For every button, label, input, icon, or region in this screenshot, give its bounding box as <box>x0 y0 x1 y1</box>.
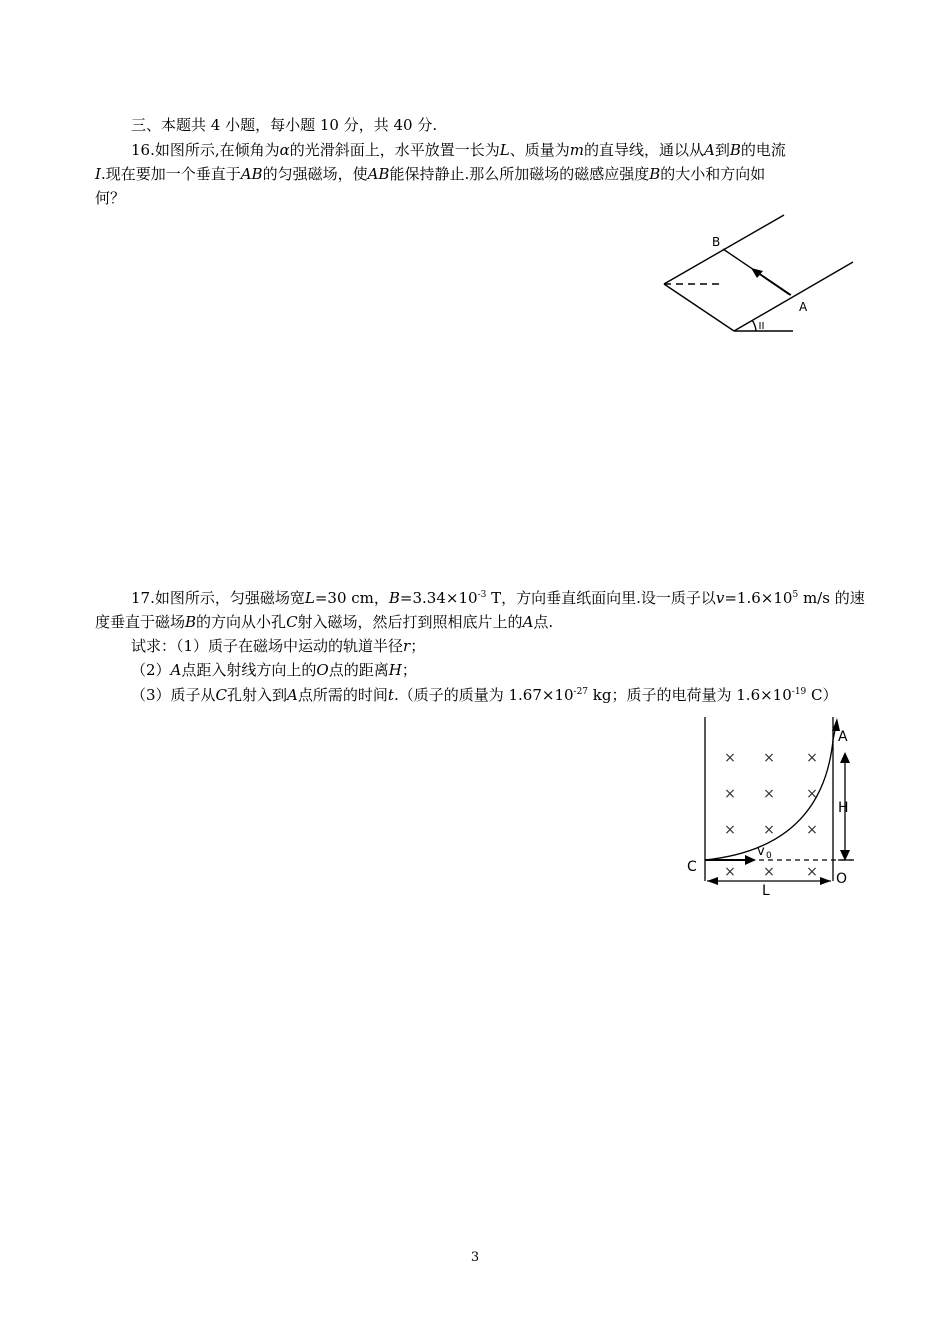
label-v-subscript: 0 <box>766 851 772 861</box>
label-B: B <box>712 235 721 249</box>
exponent: -19 <box>791 687 807 697</box>
section-heading: 三、本题共 4 小题，每小题 10 分，共 40 分. <box>131 116 438 134</box>
text: 点所需的时间 <box>297 686 388 704</box>
text: 的大小和方向如 <box>660 165 766 183</box>
field-cross-icon: × <box>763 864 775 880</box>
text: 的电流 <box>740 141 786 159</box>
symbol-m: m <box>569 141 584 159</box>
label-O: O <box>836 871 848 887</box>
symbol-L: L <box>499 141 510 159</box>
text: 点. <box>533 613 554 631</box>
text: 16.如图所示,在倾角为 <box>131 141 280 159</box>
text: ； <box>410 637 426 655</box>
field-cross-icon: × <box>806 822 818 838</box>
field-cross-icon: × <box>763 822 775 838</box>
field-cross-icon: × <box>806 750 818 766</box>
label-C: C <box>687 859 697 875</box>
exponent: 5 <box>792 590 799 600</box>
symbol-A: A <box>287 686 298 704</box>
symbol-AB: AB <box>367 165 390 183</box>
label-v: v <box>757 844 765 859</box>
text: C） <box>806 686 838 704</box>
text: =3.34×10 <box>399 589 478 607</box>
symbol-B: B <box>729 141 741 159</box>
L-arrow-left-icon <box>707 877 718 885</box>
symbol-I: I <box>95 165 101 183</box>
label-H: H <box>838 800 849 816</box>
symbol-A: A <box>522 613 534 631</box>
field-cross-icon: × <box>806 864 818 880</box>
L-arrow-right-icon <box>820 877 831 885</box>
q16-line-3: 何？ <box>95 189 126 207</box>
field-cross-icon: × <box>724 786 736 802</box>
text: .（质子的质量为 1.67×10 <box>393 686 574 704</box>
symbol-H: H <box>388 661 402 679</box>
text: 度垂直于磁场 <box>95 613 186 631</box>
text: 的方向从小孔 <box>196 613 287 631</box>
symbol-C: C <box>215 686 228 704</box>
text: 、质量为 <box>509 141 570 159</box>
field-cross-icon: × <box>763 750 775 766</box>
H-arrow-up-icon <box>840 752 850 763</box>
label-A: A <box>799 300 808 314</box>
symbol-A: A <box>170 661 182 679</box>
text: 17.如图所示，匀强磁场宽 <box>131 589 305 607</box>
text: =1.6×10 <box>724 589 793 607</box>
symbol-r: r <box>403 637 411 655</box>
field-cross-icon: × <box>763 786 775 802</box>
text: 点距入射线方向上的 <box>181 661 317 679</box>
text: 的直导线，通以从 <box>584 141 705 159</box>
symbol-B: B <box>649 165 661 183</box>
text: kg；质子的电荷量为 1.6×10 <box>588 686 792 704</box>
text: （3）质子从 <box>131 686 216 704</box>
text: 的匀强磁场，使 <box>262 165 368 183</box>
symbol-alpha: α <box>279 141 290 159</box>
label-A: A <box>838 729 848 745</box>
symbol-v: v <box>715 589 725 607</box>
field-cross-icon: × <box>806 786 818 802</box>
symbol-C: C <box>286 613 298 631</box>
exponent: -27 <box>573 687 589 697</box>
field-cross-icon: × <box>724 822 736 838</box>
text: ； <box>401 661 417 679</box>
text: T，方向垂直纸面向里.设一质子以 <box>486 589 716 607</box>
label-L: L <box>762 883 770 899</box>
text: m/s 的速 <box>798 589 865 607</box>
field-cross-icon: × <box>724 750 736 766</box>
field-cross-icon: × <box>724 864 736 880</box>
symbol-L: L <box>304 589 315 607</box>
symbol-O: O <box>316 661 329 679</box>
text: 能保持静止.那么所加磁场的磁感应强度 <box>389 165 650 183</box>
text: （2） <box>131 661 171 679</box>
text: 点的距离 <box>328 661 389 679</box>
text: 到 <box>714 141 730 159</box>
text: .现在要加一个垂直于 <box>100 165 241 183</box>
text: 的光滑斜面上，水平放置一长为 <box>289 141 500 159</box>
text: 孔射入到 <box>227 686 288 704</box>
text: =30 cm， <box>314 589 389 607</box>
page-number: 3 <box>470 1250 480 1265</box>
velocity-arrow-icon <box>745 855 756 865</box>
exponent: -3 <box>477 590 487 600</box>
symbol-t: t <box>387 686 394 704</box>
text: 试求：（1）质子在磁场中运动的轨道半径 <box>131 637 404 655</box>
symbol-AB: AB <box>240 165 263 183</box>
symbol-B: B <box>388 589 400 607</box>
symbol-A: A <box>704 141 715 159</box>
text: 射入磁场，然后打到照相底片上的 <box>297 613 523 631</box>
symbol-B: B <box>185 613 197 631</box>
